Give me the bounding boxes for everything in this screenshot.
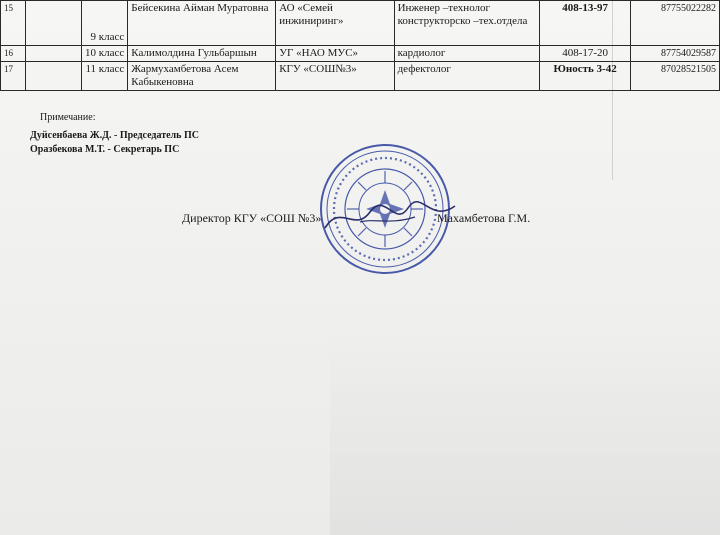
mobile-cell: 87754029587	[630, 46, 719, 62]
table-row	[1, 1, 720, 46]
position-cell: кардиолог	[394, 46, 540, 62]
note-label: Примечание:	[40, 112, 96, 123]
row-number: 15	[1, 1, 26, 46]
mobile-cell: 87755022282	[630, 1, 719, 46]
name-cell: Калимолдина Гульбаршын	[128, 46, 276, 62]
position-cell: Инженер –технолог конструкторско –тех.отдела	[394, 1, 540, 46]
row-number: 17	[1, 62, 26, 91]
chair-signature-line: Дуйсенбаева Ж.Д. - Председатель ПС	[30, 130, 199, 141]
table-row	[1, 46, 720, 62]
phone-cell: Юность 3-42	[540, 62, 631, 91]
table-row	[1, 62, 720, 91]
contacts-table	[0, 0, 720, 91]
row-number: 16	[1, 46, 26, 62]
name-cell: Жармухамбетова Асем Кабыкеновна	[128, 62, 276, 91]
position-cell: дефектолог	[394, 62, 540, 91]
class-cell: 10 класс	[82, 46, 128, 62]
org-cell: УГ «НАО МУС»	[276, 46, 394, 62]
class-cell: 9 класс	[82, 1, 128, 46]
mobile-cell: 87028521505	[630, 62, 719, 91]
phone-cell: 408-17-20	[540, 46, 631, 62]
org-cell: КГУ «СОШ№3»	[276, 62, 394, 91]
secretary-signature-line: Оразбекова М.Т. - Секретарь ПС	[30, 144, 180, 155]
org-cell: АО «Семей инжиниринг»	[276, 1, 394, 46]
phone-cell: 408-13-97	[540, 1, 631, 46]
page-shadow	[330, 330, 720, 535]
director-name: Махамбетова Г.М.	[437, 211, 531, 225]
name-cell: Бейсекина Айман Муратовна	[128, 1, 276, 46]
director-title: Директор КГУ «СОШ №3»	[182, 211, 322, 225]
class-cell: 11 класс	[82, 62, 128, 91]
